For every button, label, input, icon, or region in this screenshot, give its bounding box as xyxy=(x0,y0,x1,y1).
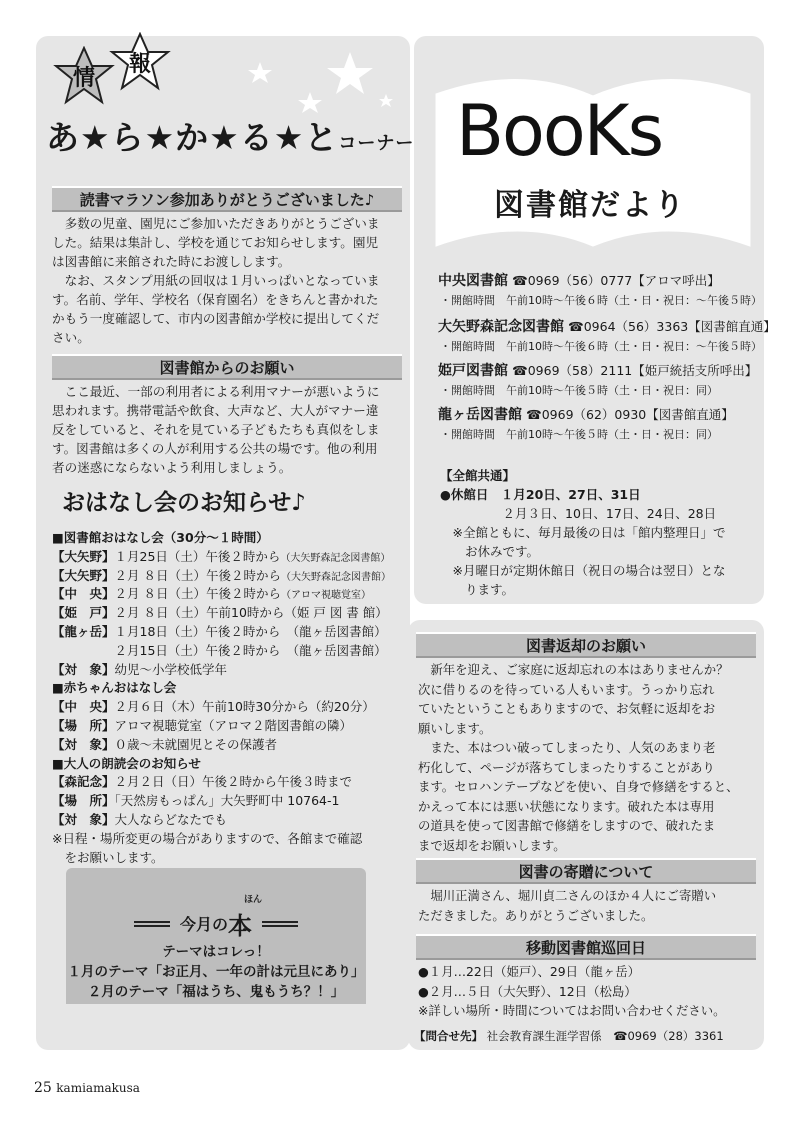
storytime-line: 【場 所】「天然房もっぱん」大矢野町中 10764-1 xyxy=(52,793,340,809)
storytime-line: 【中 央】２月 ８日（土）午後２時から（アロマ視聴覚室） xyxy=(52,586,371,602)
library-himedo: 姫戸図書館 ☎0969（58）2111【姫戸統括支所呼出】 xyxy=(438,363,758,379)
book-of-month-title: 今月の 本 xyxy=(80,906,352,941)
books-logo: BooKs xyxy=(456,90,663,172)
book-theme-jan: １月のテーマ「お正月、一年の計は元旦にあり」 xyxy=(67,964,365,980)
storytime-line: 【大矢野】２月 ８日（土）午後２時から（大矢野森記念図書館） xyxy=(52,567,391,583)
storytime-line: ２月15日（土）午後２時から （龍ヶ岳図書館） xyxy=(114,642,387,658)
request-text: ここ最近、一部の利用者による利用マナーが悪いように 思われます。携帯電話や飲食、大声など、大人がマナー違 反をしていると、それを見ている子どもたちも真似をしま す。図書館は多くの人が利用する公共の場です。他の利用 者の迷惑にならないよう利用しましょう。 xyxy=(52,384,380,475)
storytime-line: ※日程・場所変更の場合がありますので、各館まで確認 xyxy=(52,830,363,846)
books-subtitle: 図書館だより xyxy=(494,188,686,223)
return-title: 図書返却のお願い xyxy=(416,632,756,658)
page-number: 25 xyxy=(34,1080,52,1096)
return-text: 新年を迎え、ご家庭に返却忘れの本はありませんか？ 次に借りるのを待っている人もいます。うっかり忘れ ていたということもありますので、お気軽に返却をお 願いします。 また、本はつい破ってしまったり、人気のあまり老 朽化して、ページが落ちてしまったりすることがあり ます。セロハンテープなどを使い、自身で修繕をすると、 かえって本には悪い状態になります。破れた本は専用 の道具を使って図書館で修繕をしますので、破れたま まで返却をお願いします。 xyxy=(418,662,739,853)
library-oyano: 大矢野森記念図書館 ☎0964（56）3363【図書館直通】 xyxy=(438,319,776,335)
library-ryugatake-hours: ・開館時間 午前10時～午後５時（土・日・祝日：同） xyxy=(440,428,718,441)
storytime-line: 【大矢野】１月25日（土）午後２時から（大矢野森記念図書館） xyxy=(52,548,391,564)
storytime-line: をお願いします。 xyxy=(52,849,164,865)
donation-text: 堀川正満さん、堀川貞二さんのほか４人にご寄贈い ただきました。ありがとうございました。 xyxy=(418,888,717,923)
storytime-line: 【中 央】２月６日（木）午前10時30分から（約20分） xyxy=(52,699,375,715)
book-theme-feb: ２月のテーマ「福はうち、鬼もうち？！」 xyxy=(87,984,345,1000)
mobile-library-title: 移動図書館巡回日 xyxy=(416,934,756,960)
storytime-line: ■赤ちゃんおはなし会 xyxy=(52,680,177,696)
storytime-line: 【森記念】２月２日（日）午後２時から午後３時まで xyxy=(52,774,353,790)
storytime-line: 【場 所】アロマ視聴覚室（アロマ２階図書館の隣） xyxy=(52,718,353,733)
book-theme-intro: テーマはコレっ！ xyxy=(162,944,270,960)
dash-right-icon xyxy=(262,921,298,927)
donation-title: 図書の寄贈について xyxy=(416,858,756,884)
common-closures: 【全館共通】 ●休館日 １月20日、27日、31日 ２月３日、10日、17日、24日、28日 ※全館ともに、毎月最後の日は「館内整理日」で お休みです。 ※月曜日が定期休館日（祝日の場合は翌日）とな ります。 xyxy=(440,468,726,597)
storytime-line: 【対 象】幼児～小学校低学年 xyxy=(52,661,228,677)
marathon-text: 多数の児童、園児にご参加いただきありがとうございま した。結果は集計し、学校を通じてお知らせします。園児 は図書館に来館された時にお渡しします。 なお、スタンプ用紙の回収は１月いっぱいとなっていま す。名前、学年、学校名（保育園名）をきちんと書かれた かもう一度確認して、市内の図書館か学校に提出してくだ さい。 xyxy=(52,216,380,345)
storytime-line: ■図書館おはなし会（30分～１時間） xyxy=(52,530,269,545)
library-oyano-hours: ・開館時間 午前10時～午後６時（土・日・祝日：～午後５時） xyxy=(440,340,762,353)
storytime-line: 【姫 戸】２月 ８日（土）午前10時から（姫 戸 図 書 館） xyxy=(52,605,388,621)
dash-left-icon xyxy=(134,921,170,927)
storytime-line: 【対 象】０歳～未就園児とその保護者 xyxy=(52,736,278,752)
decorative-stars-icon xyxy=(200,42,400,122)
mobile-library-text: ●１月…22日（姫戸）、29日（龍ヶ岳） ●２月…５日（大矢野）、12日（松島） ※詳しい場所・時間についてはお問い合わせください。 xyxy=(418,964,726,1018)
library-himedo-hours: ・開館時間 午前10時～午後５時（土・日・祝日：同） xyxy=(440,384,718,397)
page-footer xyxy=(34,1080,140,1096)
storytime-line: 【対 象】大人ならどなたでも xyxy=(52,812,228,827)
info-badge-1: 情 xyxy=(52,46,116,106)
storytime-line: ■大人の朗読会のお知らせ xyxy=(52,755,201,771)
library-central-hours: ・開館時間 午前10時～午後６時（土・日・祝日：～午後５時） xyxy=(440,294,762,307)
storytime-line: 【龍ヶ岳】１月18日（土）午後２時から （龍ヶ岳図書館） xyxy=(52,624,387,639)
storytime-title: おはなし会のお知らせ♪ xyxy=(62,490,306,516)
corner-title: あ★ら★か★る★とコーナー xyxy=(46,118,415,157)
library-central: 中央図書館 ☎0969（56）0777【アロマ呼出】 xyxy=(438,273,720,289)
request-title: 図書館からのお願い xyxy=(52,354,402,380)
info-badge-2: 報 xyxy=(108,32,172,92)
publication-name: kamiamakusa xyxy=(56,1081,140,1095)
book-ruby: ほん xyxy=(244,895,263,905)
contact-info: 【問合せ先】 社会教育課生涯学習係 ☎0969（28）3361 xyxy=(414,1029,724,1043)
marathon-title: 読書マラソン参加ありがとうございました♪ xyxy=(52,186,402,212)
library-ryugatake: 龍ヶ岳図書館 ☎0969（62）0930【図書館直通】 xyxy=(438,407,734,423)
